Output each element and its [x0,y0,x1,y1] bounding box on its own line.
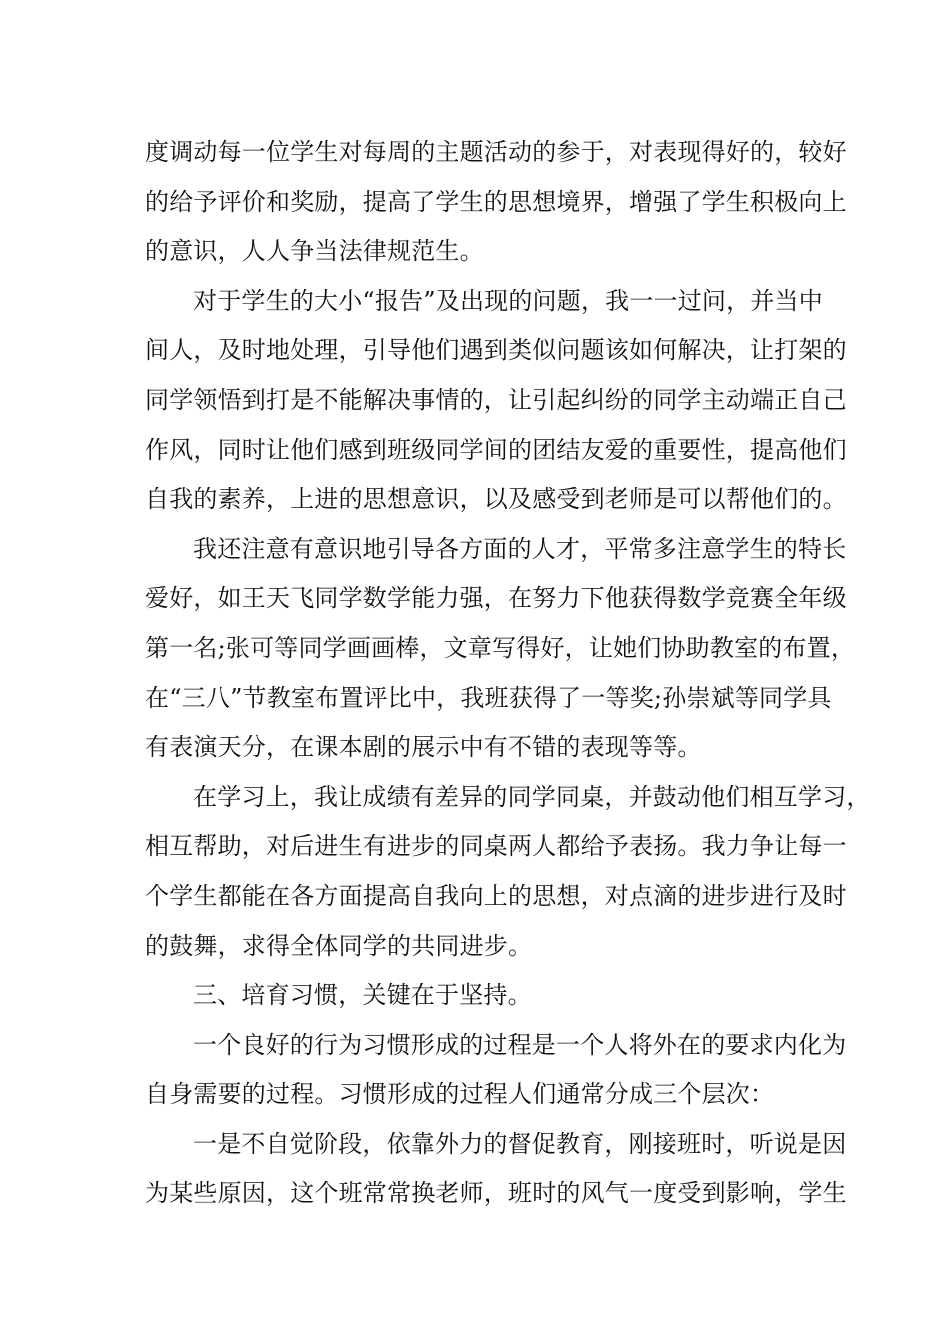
text-line: 有表演天分，在课本剧的展示中有不错的表现等等。 [145,733,702,762]
text-line: 相互帮助，对后进生有进步的同桌两人都给予表扬。我力争让每一 [145,832,847,861]
paragraph-first-line: 一是不自觉阶段，依靠外力的督促教育，刚接班时，听说是因 [193,1129,847,1158]
text-line: 爱好，如王天飞同学数学能力强，在努力下他获得数学竞赛全年级 [145,584,847,613]
text-line: 的鼓舞，求得全体同学的共同进步。 [145,931,533,960]
text-line: 的意识，人人争当法律规范生。 [145,237,484,266]
section-heading: 三、培育习惯，关键在于坚持。 [193,981,532,1010]
text-line: 在“三八”节教室布置评比中，我班获得了一等奖;孙崇斌等同学具 [145,683,832,712]
text-line: 作风，同时让他们感到班级同学间的团结友爱的重要性，提高他们 [145,435,847,464]
text-line: 第一名;张可等同学画画棒，文章写得好，让她们协助教室的布置， [145,633,856,662]
text-line: 度调动每一位学生对每周的主题活动的参于，对表现得好的，较好 [145,138,847,166]
paragraph-first-line: 对于学生的大小“报告”及出现的问题，我一一过问，并当中 [193,286,823,315]
text-line: 间人，及时地处理，引导他们遇到类似问题该如何解决，让打架的 [145,336,847,365]
paragraph-first-line: 一个良好的行为习惯形成的过程是一个人将外在的要求内化为 [193,1030,847,1059]
text-line: 个学生都能在各方面提高自我向上的思想，对点滴的进步进行及时 [145,881,847,910]
text-line: 自身需要的过程。习惯形成的过程人们通常分成三个层次： [145,1080,775,1109]
document-body [145,128,871,1219]
text-line: 的给予评价和奖励，提高了学生的思想境界，增强了学生积极向上 [145,187,847,216]
paragraph-first-line: 在学习上，我让成绩有差异的同学同桌，并鼓动他们相互学习， [193,782,871,811]
text-line: 为某些原因，这个班常常换老师，班时的风气一度受到影响，学生 [145,1179,847,1208]
paragraph-first-line: 我还注意有意识地引导各方面的人才，平常多注意学生的特长 [193,534,847,563]
text-line: 自我的素养，上进的思想意识，以及感受到老师是可以帮他们的。 [145,485,847,514]
text-line: 同学领悟到打是不能解决事情的，让引起纠纷的同学主动端正自己 [145,385,847,414]
